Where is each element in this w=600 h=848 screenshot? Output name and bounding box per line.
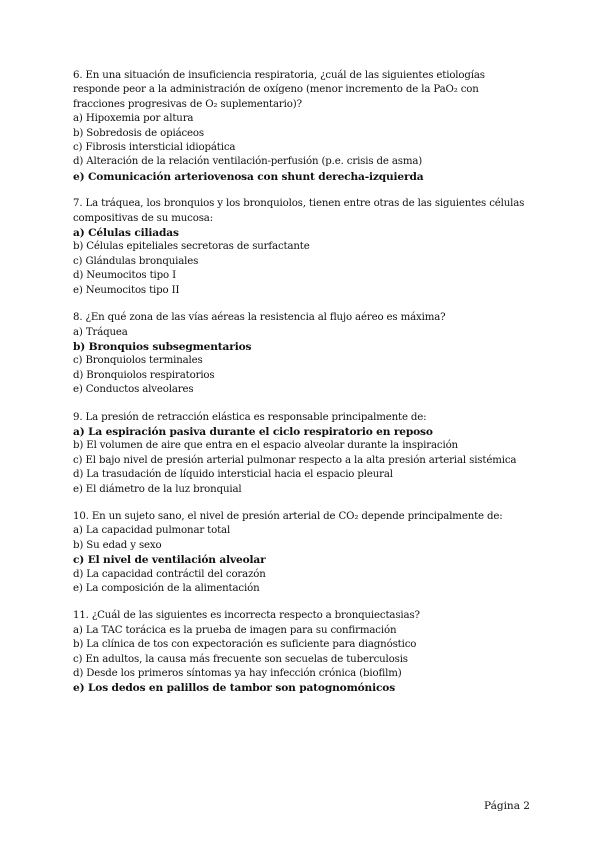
- answer-option: c) En adultos, la causa más frecuente son secuelas de tuberculosis: [73, 653, 408, 665]
- question-block: [73, 69, 533, 184]
- question-stem: 6. En una situación de insuficiencia respiratoria, ¿cuál de las siguientes etiologías responde peor a la administración de oxígeno (menor incremento de la PaO₂ con fracciones progresivas de O₂ suplementario)?: [73, 70, 485, 110]
- answer-option: d) La trasudación de líquido intersticial hacia el espacio pleural: [73, 469, 393, 481]
- answer-option: e) El diámetro de la luz bronquial: [73, 483, 242, 495]
- question-stem: 8. ¿En qué zona de las vías aéreas la resistencia al flujo aéreo es máxima?: [73, 312, 446, 324]
- question-stem: 10. En un sujeto sano, el nivel de presión arterial de CO₂ depende principalmente de:: [73, 510, 503, 522]
- question-block: [73, 411, 533, 497]
- answer-option-correct: c) El nivel de ventilación alveolar: [73, 554, 266, 567]
- answer-option: d) Bronquiolos respiratorios: [73, 369, 215, 381]
- answer-option: a) Tráquea: [73, 326, 128, 338]
- question-block: [73, 311, 533, 397]
- question-block: [73, 510, 533, 596]
- answer-option: c) El bajo nivel de presión arterial pulmonar respecto a la alta presión arterial sistémica: [73, 454, 517, 466]
- answer-option: e) La composición de la alimentación: [73, 583, 260, 594]
- answer-option: b) Células epiteliales secretoras de surfactante: [73, 241, 310, 253]
- answer-option: e) Conductos alveolares: [73, 384, 194, 396]
- answer-option: a) La TAC torácica es la prueba de imagen para su confirmación: [73, 624, 397, 636]
- answer-option: c) Bronquiolos terminales: [73, 355, 203, 367]
- answer-option: b) El volumen de aire que entra en el espacio alveolar durante la inspiración: [73, 440, 458, 452]
- answer-option-correct: e) Los dedos en palillos de tambor son patognomónicos: [73, 682, 396, 695]
- answer-option: e) Neumocitos tipo II: [73, 284, 180, 296]
- answer-option-correct: a) La espiración pasiva durante el ciclo respiratorio en reposo: [73, 425, 433, 438]
- answer-option: d) Alteración de la relación ventilación-perfusión (p.e. crisis de asma): [73, 156, 423, 168]
- question-list: [73, 69, 533, 709]
- answer-option-correct: e) Comunicación arteriovenosa con shunt derecha-izquierda: [73, 170, 424, 183]
- answer-option: b) La clínica de tos con expectoración es suficiente para diagnóstico: [73, 639, 417, 651]
- answer-option: a) Hipoxemia por altura: [73, 113, 194, 125]
- answer-option: b) Sobredosis de opiáceos: [73, 127, 204, 139]
- answer-option: a) La capacidad pulmonar total: [73, 525, 231, 537]
- question-block: [73, 197, 533, 298]
- question-stem: 9. La presión de retracción elástica es responsable principalmente de:: [73, 411, 427, 423]
- answer-option-correct: a) Células ciliadas: [73, 227, 179, 240]
- question-stem: 11. ¿Cuál de las siguientes es incorrecta respecto a bronquiectasias?: [73, 610, 420, 622]
- answer-option-correct: b) Bronquios subsegmentarios: [73, 340, 252, 353]
- answer-option: c) Glándulas bronquiales: [73, 255, 199, 267]
- question-block: [73, 609, 533, 695]
- page-number: Página 2: [484, 800, 530, 812]
- answer-option: d) La capacidad contráctil del corazón: [73, 568, 266, 580]
- answer-option: c) Fibrosis intersticial idiopática: [73, 142, 236, 154]
- answer-option: d) Neumocitos tipo I: [73, 270, 176, 282]
- answer-option: b) Su edad y sexo: [73, 539, 162, 551]
- question-stem: 7. La tráquea, los bronquios y los bronquiolos, tienen entre otras de las siguientes células compositivas de su mucosa:: [73, 198, 525, 224]
- answer-option: d) Desde los primeros síntomas ya hay infección crónica (biofilm): [73, 668, 402, 680]
